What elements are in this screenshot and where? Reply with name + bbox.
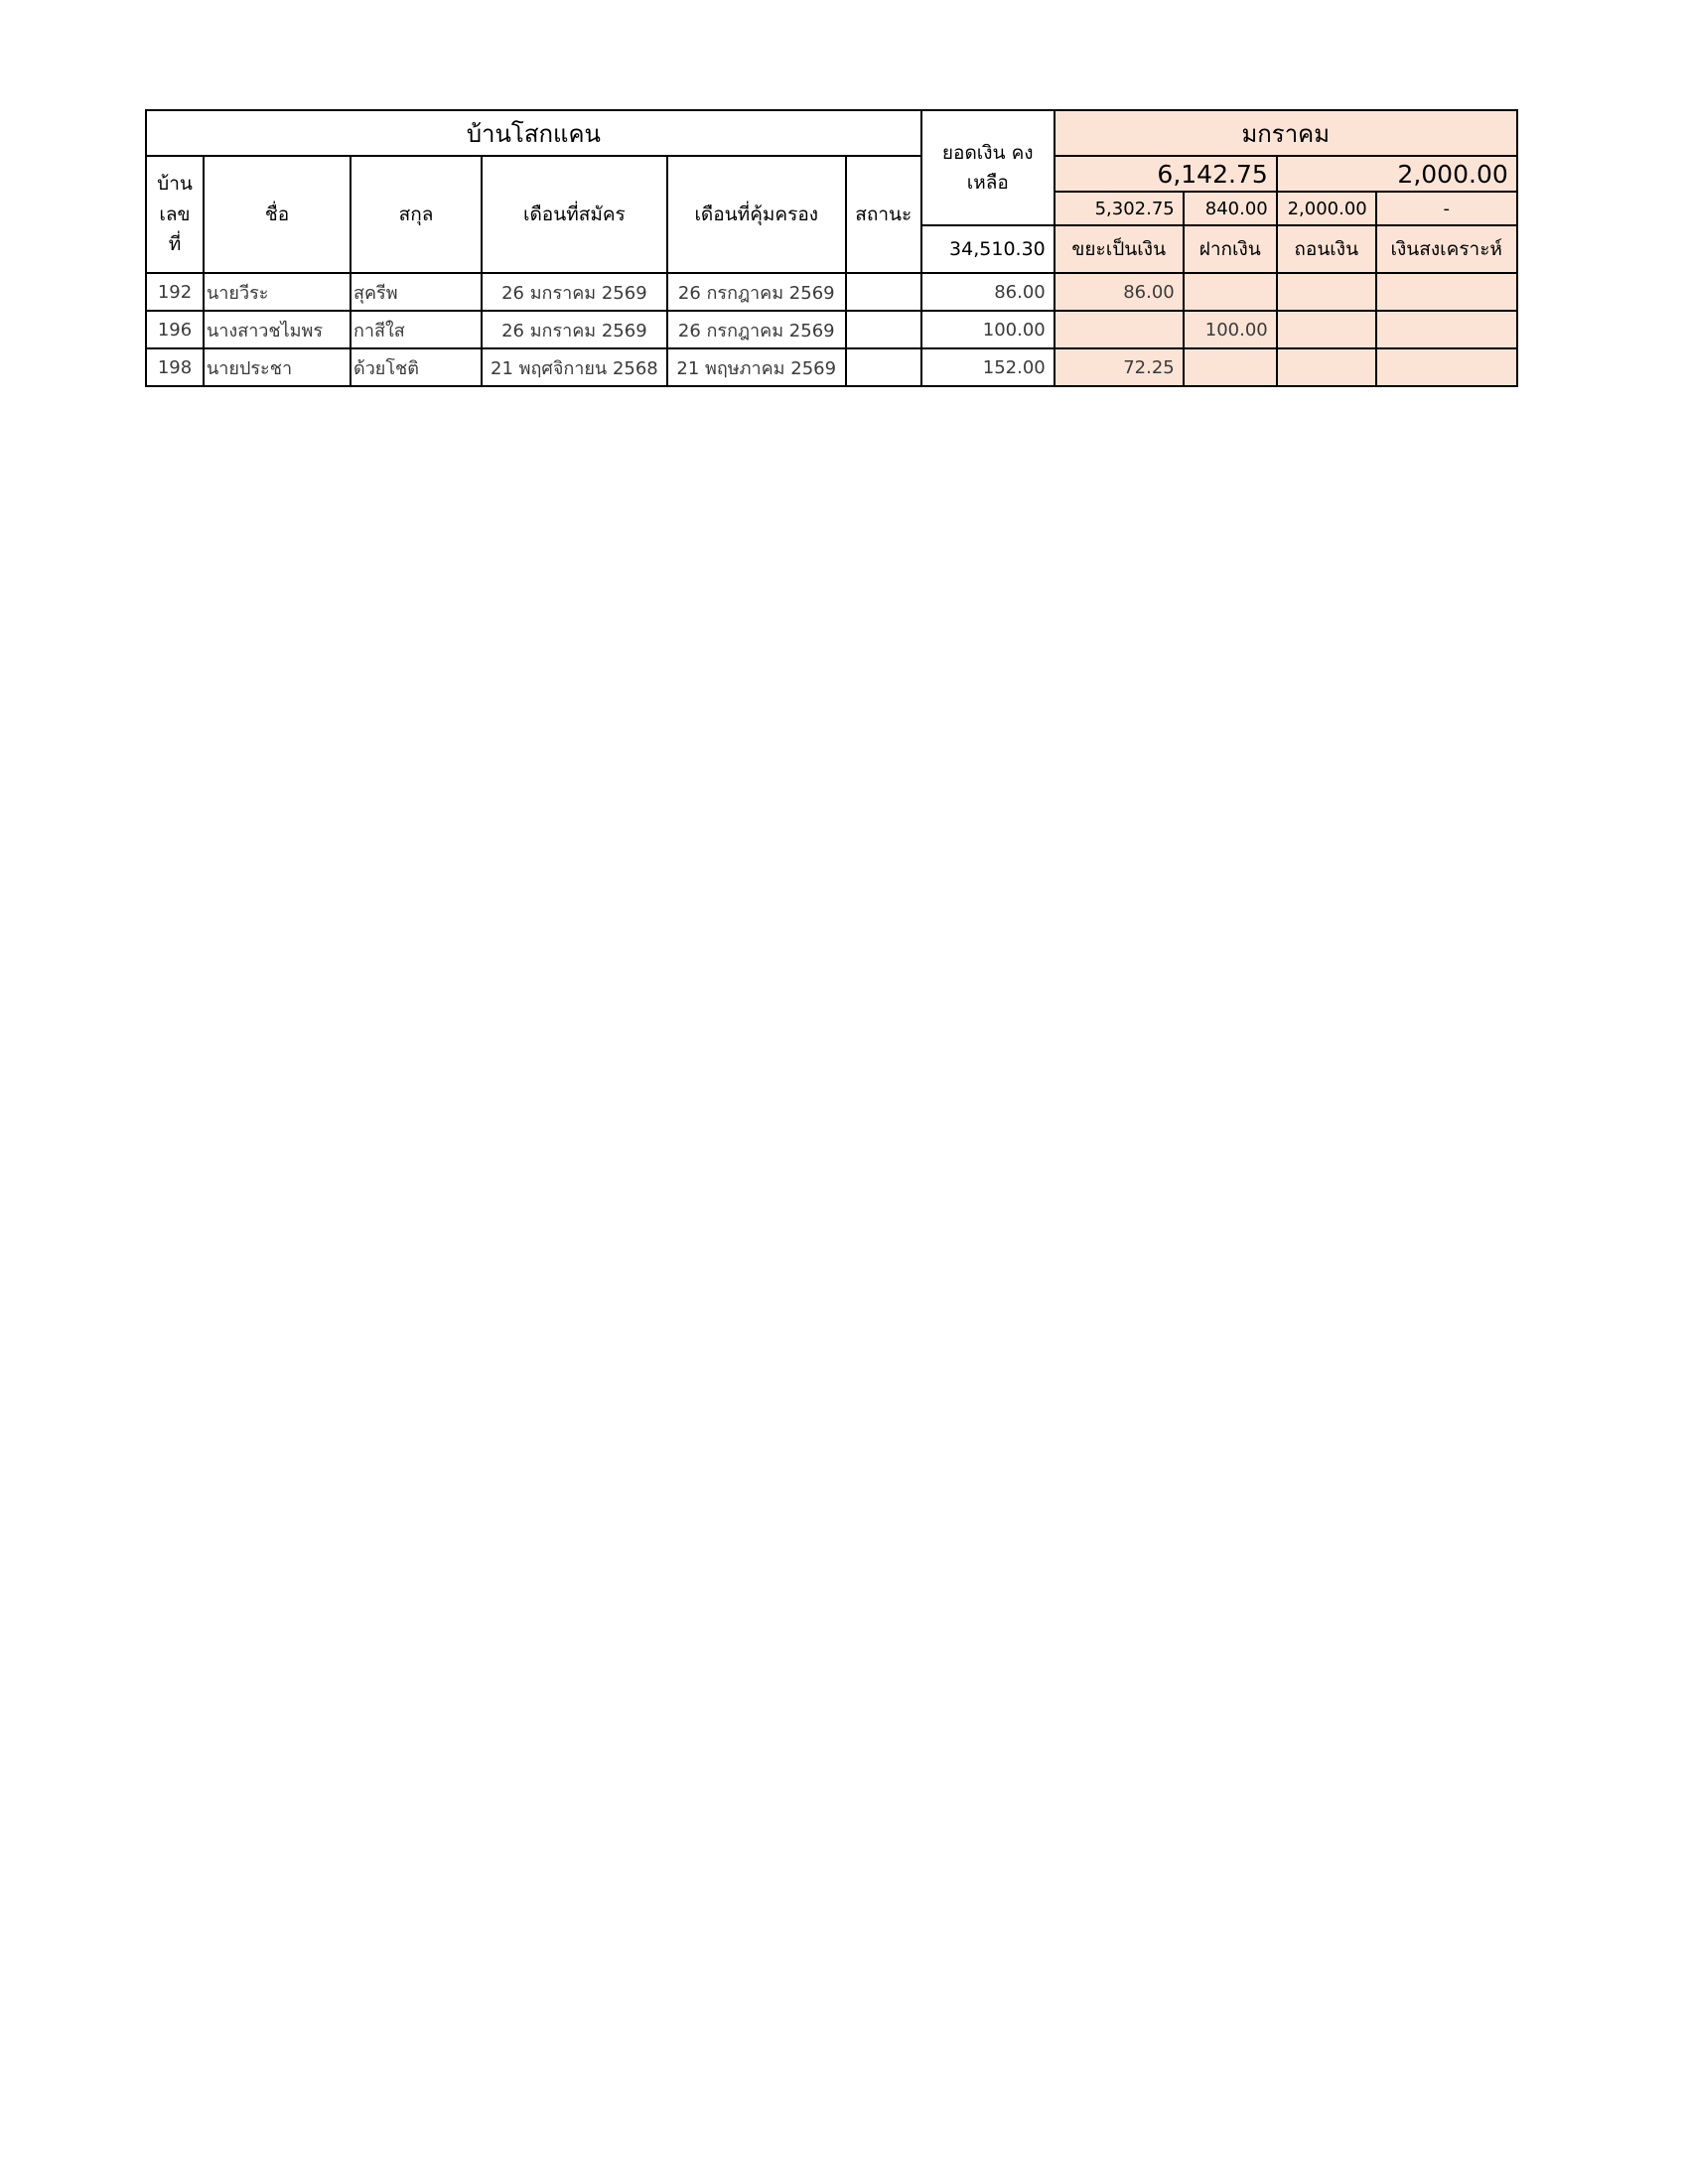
welfare-cell xyxy=(1376,311,1517,348)
join-month-cell: 26 มกราคม 2569 xyxy=(482,311,667,348)
table-row xyxy=(146,273,1517,311)
surname-cell: สุครีพ xyxy=(351,273,482,311)
cover-month-cell: 26 กรกฎาคม 2569 xyxy=(667,273,846,311)
welfare-cell xyxy=(1376,273,1517,311)
deposit-cell xyxy=(1184,273,1277,311)
month-income-total: 6,142.75 xyxy=(1055,156,1277,192)
deposit-cell xyxy=(1184,348,1277,386)
house-no-cell: 192 xyxy=(146,273,204,311)
house-no-cell: 196 xyxy=(146,311,204,348)
waste-money-header: ขยะเป็นเงิน xyxy=(1055,225,1184,273)
balance-total: 34,510.30 xyxy=(921,225,1055,273)
balance-cell: 86.00 xyxy=(921,273,1055,311)
welfare-header: เงินสงเคราะห์ xyxy=(1376,225,1517,273)
welfare-subtotal: - xyxy=(1376,192,1517,225)
deposit-cell: 100.00 xyxy=(1184,311,1277,348)
join-month-header: เดือนที่สมัคร xyxy=(482,156,667,273)
first-name-cell: นางสาวชไมพร xyxy=(204,311,351,348)
surname-header: สกุล xyxy=(351,156,482,273)
status-header: สถานะ xyxy=(846,156,921,273)
waste-money-cell: 72.25 xyxy=(1055,348,1184,386)
balance-cell: 152.00 xyxy=(921,348,1055,386)
house-no-header: บ้าน เลขที่ xyxy=(146,156,204,273)
withdraw-cell xyxy=(1277,348,1376,386)
status-cell xyxy=(846,273,921,311)
status-cell xyxy=(846,311,921,348)
table-row xyxy=(146,348,1517,386)
savings-ledger-table xyxy=(145,109,1518,387)
join-month-cell: 21 พฤศจิกายน 2568 xyxy=(482,348,667,386)
balance-header: ยอดเงิน คงเหลือ xyxy=(921,110,1055,225)
withdraw-subtotal: 2,000.00 xyxy=(1277,192,1376,225)
cover-month-header: เดือนที่คุ้มครอง xyxy=(667,156,846,273)
month-expense-total: 2,000.00 xyxy=(1277,156,1517,192)
first-name-header: ชื่อ xyxy=(204,156,351,273)
first-name-cell: นายวีระ xyxy=(204,273,351,311)
withdraw-cell xyxy=(1277,311,1376,348)
welfare-cell xyxy=(1376,348,1517,386)
balance-cell: 100.00 xyxy=(921,311,1055,348)
deposit-header: ฝากเงิน xyxy=(1184,225,1277,273)
surname-cell: กาสีใส xyxy=(351,311,482,348)
first-name-cell: นายประชา xyxy=(204,348,351,386)
table-row xyxy=(146,311,1517,348)
deposit-subtotal: 840.00 xyxy=(1184,192,1277,225)
withdraw-header: ถอนเงิน xyxy=(1277,225,1376,273)
waste-money-cell xyxy=(1055,311,1184,348)
cover-month-cell: 21 พฤษภาคม 2569 xyxy=(667,348,846,386)
house-no-cell: 198 xyxy=(146,348,204,386)
withdraw-cell xyxy=(1277,273,1376,311)
waste-money-cell: 86.00 xyxy=(1055,273,1184,311)
join-month-cell: 26 มกราคม 2569 xyxy=(482,273,667,311)
surname-cell: ด้วยโชติ xyxy=(351,348,482,386)
month-header: มกราคม xyxy=(1055,110,1517,156)
cover-month-cell: 26 กรกฎาคม 2569 xyxy=(667,311,846,348)
status-cell xyxy=(846,348,921,386)
waste-money-subtotal: 5,302.75 xyxy=(1055,192,1184,225)
village-title: บ้านโสกแคน xyxy=(146,110,921,156)
